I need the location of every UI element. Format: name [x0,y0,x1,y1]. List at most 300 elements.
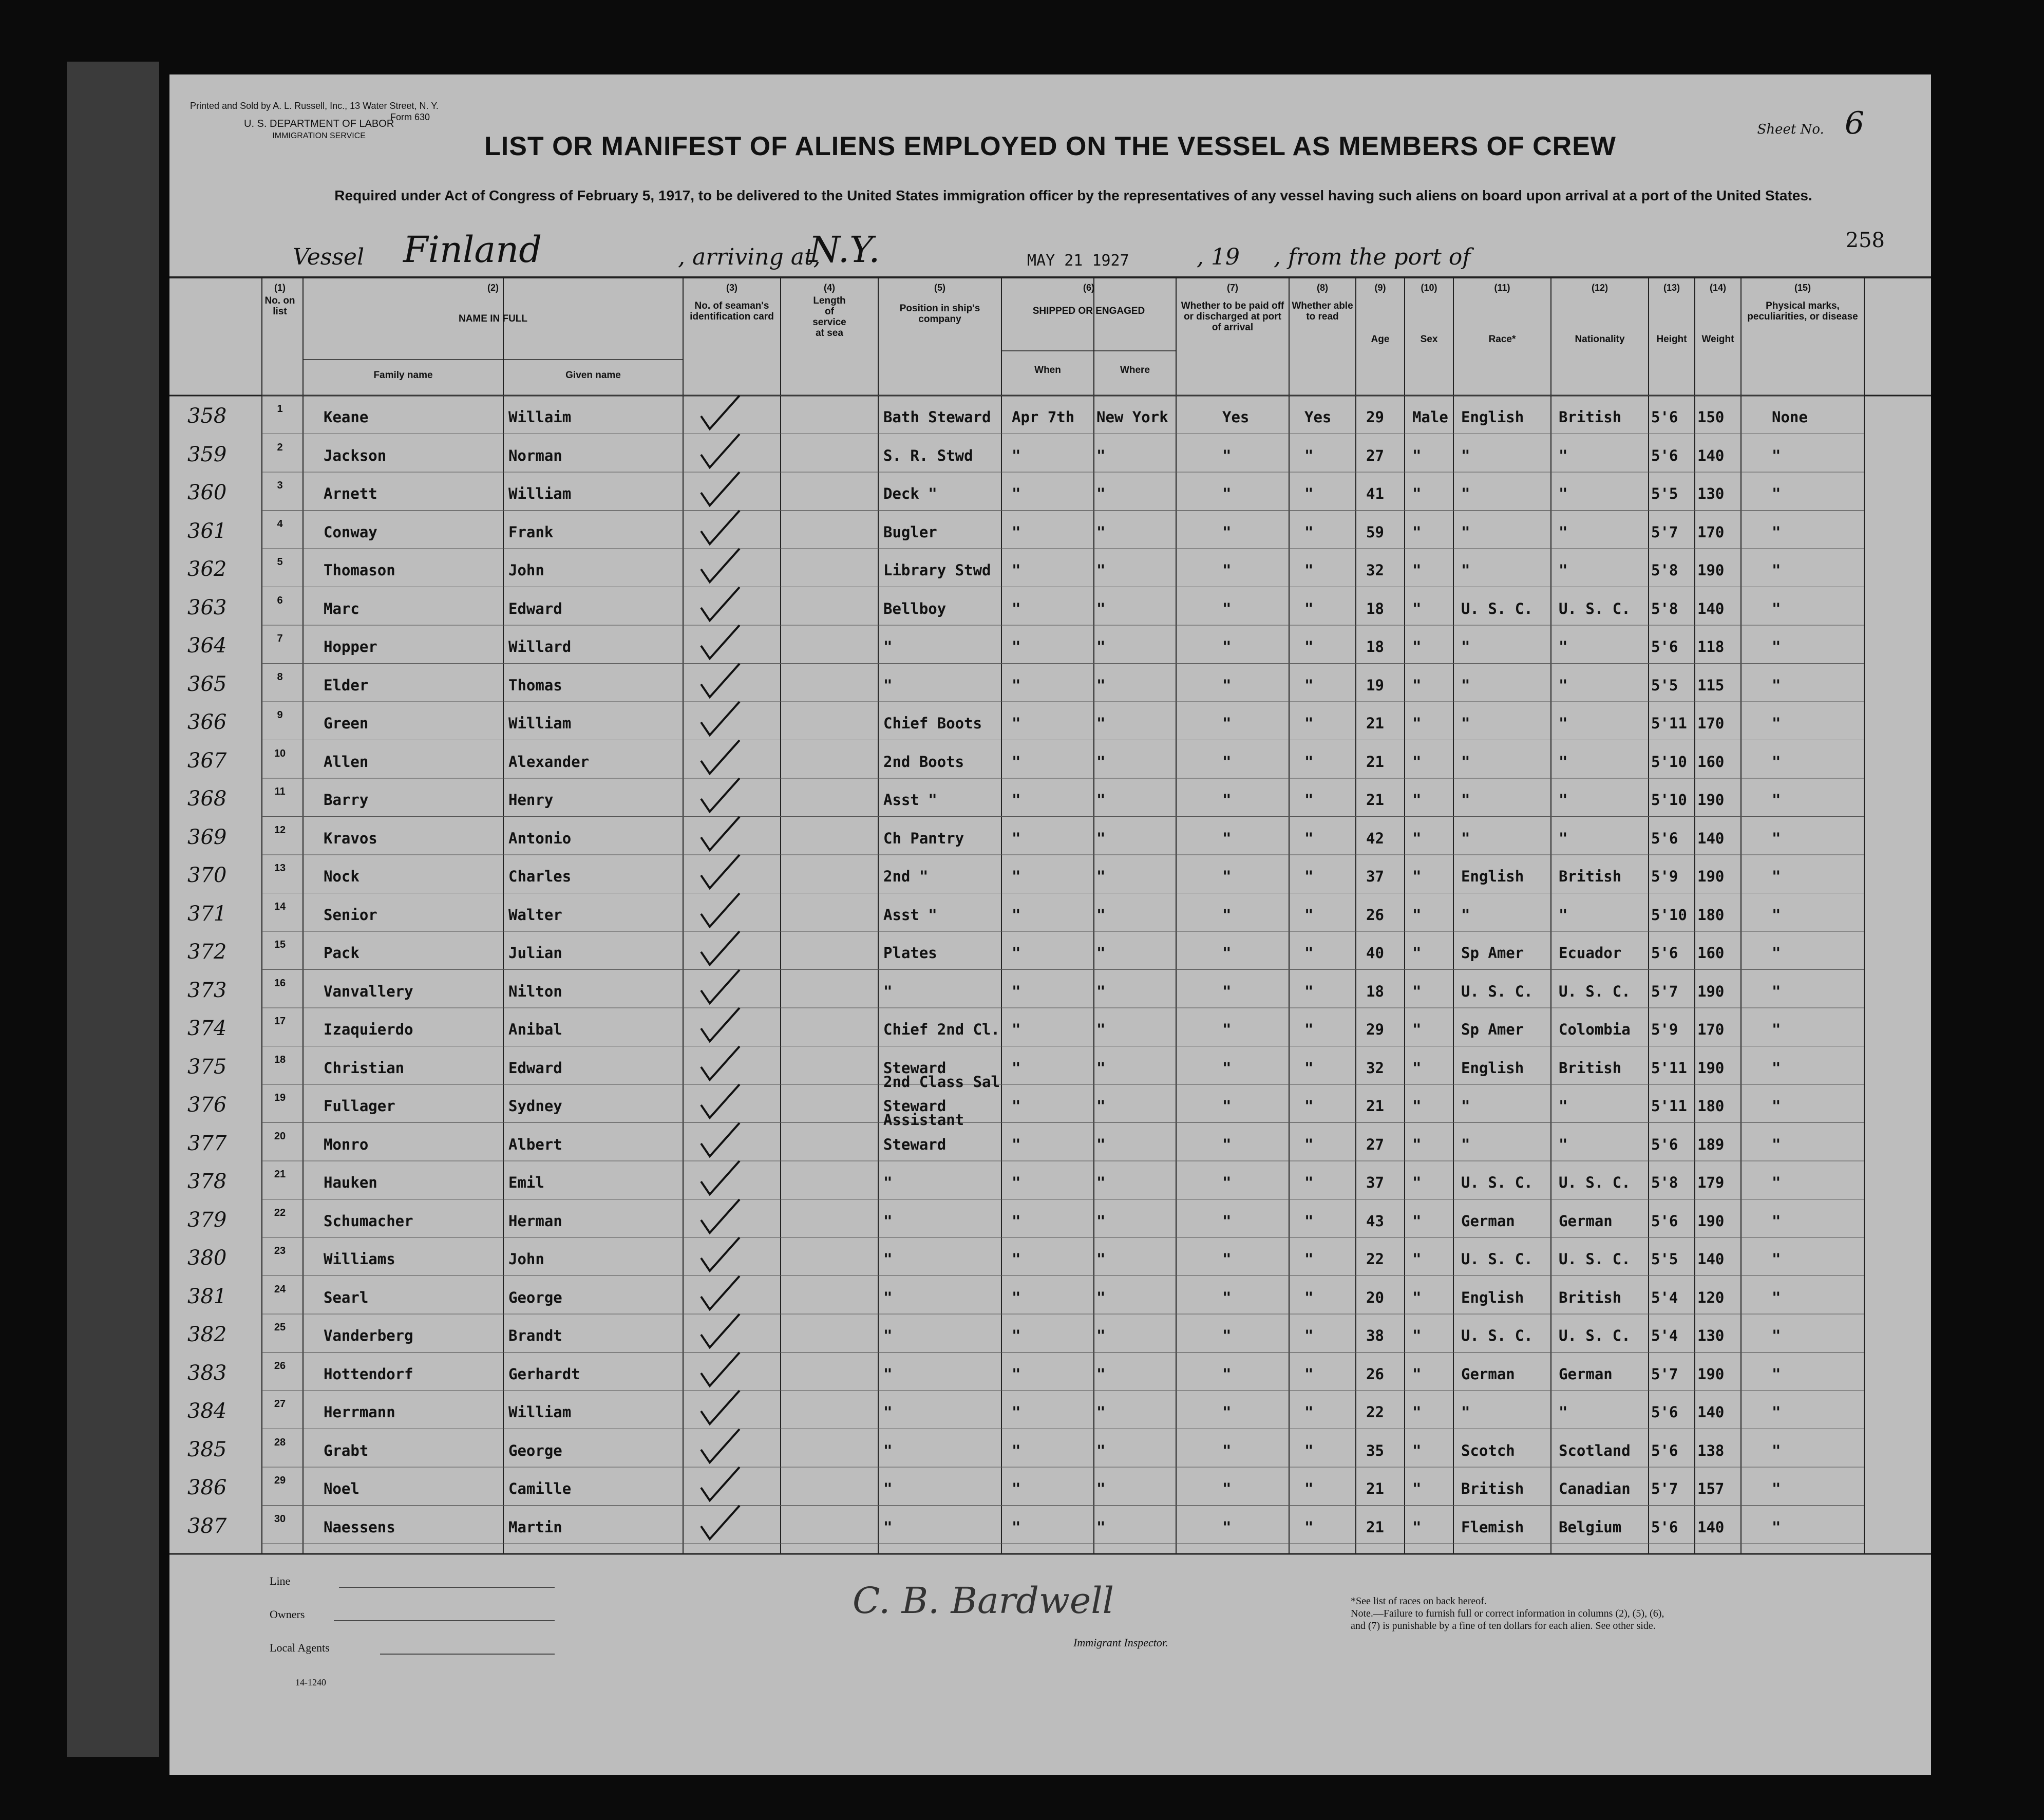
col6-label: SHIPPED OR ENGAGED [1032,306,1145,316]
race-cell: Sp Amer [1461,944,1524,962]
check-mark [698,623,745,664]
col10-num: (10) [1421,283,1437,293]
physical-marks-cell: " [1772,791,1781,809]
family-name-cell: Keane [324,408,369,426]
able-to-read-cell: " [1304,1021,1314,1038]
family-name-cell: Christian [324,1059,405,1077]
col7-num: (7) [1227,283,1238,293]
line-number: 7 [277,633,283,644]
height-cell: 5'9 [1651,868,1678,885]
nationality-cell: Canadian [1559,1480,1631,1497]
physical-marks-cell: " [1772,982,1781,1000]
shipped-where-cell: " [1096,1288,1106,1306]
from-port-label: , from the port of [1274,244,1471,270]
footer-owners-label: Owners [270,1608,305,1621]
line-number: 10 [274,747,286,759]
shipped-when-cell: " [1012,485,1021,502]
nationality-cell: " [1559,1135,1568,1153]
sex-cell: " [1412,1059,1422,1077]
race-cell: " [1461,561,1470,579]
line-number: 4 [277,518,283,530]
age-cell: 18 [1366,638,1384,655]
given-name-cell: Brandt [508,1327,562,1344]
position-cell: 2nd Boots [883,753,964,771]
sex-cell: " [1412,1135,1422,1153]
able-to-read-cell: " [1304,944,1314,962]
sex-cell: " [1412,1021,1422,1038]
weight-cell: 140 [1697,1403,1725,1421]
shipped-when-cell: " [1012,1441,1021,1459]
nationality-cell: Belgium [1559,1518,1622,1536]
footer-notes [1351,1595,1664,1632]
nationality-cell: " [1559,753,1568,771]
line-number: 29 [274,1475,286,1486]
weight-cell: 160 [1697,753,1725,771]
sex-cell: " [1412,1480,1422,1497]
weight-cell: 140 [1697,446,1725,464]
position-cell: " [883,1480,893,1497]
col6-when: When [1034,365,1061,376]
height-cell: 5'6 [1651,1212,1678,1230]
col4-label: Length of service at sea [812,295,846,339]
given-name-cell: Anibal [508,1021,562,1038]
shipped-where-cell: " [1096,523,1106,541]
race-cell: " [1461,676,1470,694]
family-name-cell: Naessens [324,1518,395,1536]
sex-cell: " [1412,446,1422,464]
position-cell: " [883,982,893,1000]
age-cell: 21 [1366,1518,1384,1536]
able-to-read-cell: " [1304,638,1314,655]
race-cell: " [1461,1403,1470,1421]
given-name-cell: Willard [508,638,572,655]
age-cell: 22 [1366,1250,1384,1268]
paid-off-cell: " [1222,791,1232,809]
weight-cell: 140 [1697,599,1725,617]
height-cell: 5'7 [1651,982,1678,1000]
check-mark [698,814,745,855]
line-number: 11 [274,786,286,797]
line-number: 17 [274,1016,286,1027]
given-name-cell: Emil [508,1174,544,1191]
nationality-cell: British [1559,1059,1622,1077]
shipped-when-cell: " [1012,599,1021,617]
paid-off-cell: " [1222,715,1232,732]
able-to-read-cell: " [1304,1212,1314,1230]
shipped-when-cell: " [1012,1250,1021,1268]
race-cell: " [1461,906,1470,924]
given-name-cell: William [508,715,572,732]
paid-off-cell: Yes [1222,408,1250,426]
able-to-read-cell: " [1304,1403,1314,1421]
nationality-cell: Ecuador [1559,944,1622,962]
age-cell: 19 [1366,676,1384,694]
col10-label: Sex [1420,334,1438,345]
shipped-when-cell: " [1012,676,1021,694]
physical-marks-cell: " [1772,715,1781,732]
check-mark [698,738,745,779]
col13-label: Height [1656,334,1687,345]
nationality-cell: British [1559,1288,1622,1306]
shipped-where-cell: " [1096,1135,1106,1153]
family-name-cell: Hottendorf [324,1365,413,1383]
margin-number: 364 [187,634,227,658]
family-name-cell: Grabt [324,1441,369,1459]
family-name-cell: Herrmann [324,1403,395,1421]
margin-number: 387 [187,1514,227,1538]
sex-cell: " [1412,868,1422,885]
age-cell: 41 [1366,485,1384,502]
check-mark [698,1273,745,1315]
sex-cell: " [1412,791,1422,809]
race-cell: Flemish [1461,1518,1524,1536]
race-cell: " [1461,829,1470,847]
margin-number: 369 [187,825,227,849]
family-name-cell: Marc [324,599,359,617]
height-cell: 5'5 [1651,676,1678,694]
nationality-cell: " [1559,446,1568,464]
shipped-when-cell: " [1012,1480,1021,1497]
weight-cell: 130 [1697,485,1725,502]
nationality-cell: " [1559,829,1568,847]
paid-off-cell: " [1222,1480,1232,1497]
margin-number: 366 [187,710,227,734]
col14-label: Weight [1701,334,1734,345]
position-cell: Asst " [883,791,937,809]
given-name-cell: Camille [508,1480,572,1497]
able-to-read-cell: " [1304,1365,1314,1383]
paid-off-cell: " [1222,1059,1232,1077]
margin-number: 376 [187,1093,227,1117]
sex-cell: " [1412,1212,1422,1230]
line-number: 23 [274,1245,286,1256]
able-to-read-cell: " [1304,829,1314,847]
physical-marks-cell: " [1772,485,1781,502]
family-name-cell: Barry [324,791,369,809]
paid-off-cell: " [1222,1441,1232,1459]
shipped-where-cell: " [1096,1174,1106,1191]
margin-number: 379 [187,1208,227,1232]
physical-marks-cell: " [1772,906,1781,924]
line-number: 8 [277,671,283,683]
col5-num: (5) [934,283,945,293]
col2-num: (2) [487,283,499,293]
nationality-cell: " [1559,523,1568,541]
family-name-cell: Green [324,715,369,732]
shipped-when-cell: " [1012,1365,1021,1383]
shipped-when-cell: " [1012,753,1021,771]
paid-off-cell: " [1222,638,1232,655]
margin-number: 367 [187,748,227,773]
age-cell: 40 [1366,944,1384,962]
height-cell: 5'6 [1651,944,1678,962]
given-name-cell: Edward [508,599,562,617]
paid-off-cell: " [1222,1518,1232,1536]
age-cell: 32 [1366,1059,1384,1077]
race-cell: " [1461,791,1470,809]
reference-number: 258 [1845,229,1885,252]
check-mark [698,661,745,702]
col2-family: Family name [373,370,433,381]
weight-cell: 118 [1697,638,1725,655]
height-cell: 5'11 [1651,1097,1687,1115]
position-cell: Library Stwd [883,561,991,579]
shipped-when-cell: " [1012,906,1021,924]
sex-cell: " [1412,1250,1422,1268]
nationality-cell: U. S. C. [1559,1250,1631,1268]
check-mark [698,1427,745,1468]
line-number: 5 [277,556,283,568]
vessel-name: Finland [403,229,542,271]
given-name-cell: Henry [508,791,554,809]
col8-label: Whether able to read [1292,301,1353,322]
given-name-cell: George [508,1441,562,1459]
check-mark [698,776,745,817]
height-cell: 5'6 [1651,829,1678,847]
weight-cell: 190 [1697,982,1725,1000]
height-cell: 5'11 [1651,1059,1687,1077]
line-number: 25 [274,1322,286,1333]
margin-number: 370 [187,864,227,887]
given-name-cell: Frank [508,523,554,541]
age-cell: 27 [1366,446,1384,464]
margin-number: 359 [187,442,227,466]
weight-cell: 189 [1697,1135,1725,1153]
weight-cell: 157 [1697,1480,1725,1497]
able-to-read-cell: " [1304,676,1314,694]
position-cell: " [883,1250,893,1268]
nationality-cell: " [1559,638,1568,655]
able-to-read-cell: Yes [1304,408,1332,426]
line-number: 26 [274,1360,286,1372]
page-subtitle: Required under Act of Congress of February 5, 1917, to be delivered to the United States immigration officer by the representatives of any vessel having such aliens on board upon arrival at a port of the United States. [334,187,1812,203]
age-cell: 37 [1366,1174,1384,1191]
footer-agents-label: Local Agents [270,1641,330,1654]
check-mark [698,1465,745,1506]
able-to-read-cell: " [1304,1059,1314,1077]
family-name-cell: Senior [324,906,377,924]
line-number: 14 [274,900,286,912]
paid-off-cell: " [1222,485,1232,502]
height-cell: 5'7 [1651,1480,1678,1497]
height-cell: 5'8 [1651,561,1678,579]
given-name-cell: Alexander [508,753,590,771]
check-mark [698,699,745,740]
weight-cell: 190 [1697,1212,1725,1230]
col13-num: (13) [1663,283,1680,293]
shipped-where-cell: New York [1096,408,1168,426]
margin-number: 373 [187,978,227,1002]
age-cell: 18 [1366,982,1384,1000]
position-cell: 2nd " [883,868,929,885]
weight-cell: 190 [1697,791,1725,809]
shipped-where-cell: " [1096,1059,1106,1077]
given-name-cell: Albert [508,1135,562,1153]
age-cell: 42 [1366,829,1384,847]
position-cell: Chief Boots [883,715,982,732]
shipped-when-cell: " [1012,561,1021,579]
check-mark [698,393,745,434]
sex-cell: " [1412,561,1422,579]
sex-cell: " [1412,715,1422,732]
paid-off-cell: " [1222,1327,1232,1344]
margin-number: 375 [187,1055,227,1079]
paid-off-cell: " [1222,1212,1232,1230]
footer-line-label: Line [270,1574,291,1587]
vessel-label: Vessel [293,244,365,270]
line-number: 19 [274,1092,286,1103]
given-name-cell: Nilton [508,982,562,1000]
check-mark [698,1350,745,1391]
margin-number: 372 [187,940,227,964]
age-cell: 21 [1366,715,1384,732]
margin-number: 361 [187,519,227,543]
position-cell: Asst " [883,906,937,924]
shipped-where-cell: " [1096,791,1106,809]
family-name-cell: Arnett [324,485,377,502]
position-cell: " [883,1288,893,1306]
height-cell: 5'6 [1651,1441,1678,1459]
line-number: 15 [274,939,286,950]
paid-off-cell: " [1222,1097,1232,1115]
film-frame-edge [67,62,159,1757]
col1-num: (1) [274,283,286,293]
position-cell: Steward [883,1135,947,1153]
race-cell: U. S. C. [1461,982,1533,1000]
able-to-read-cell: " [1304,906,1314,924]
shipped-where-cell: " [1096,485,1106,502]
sex-cell: " [1412,829,1422,847]
family-name-cell: Monro [324,1135,369,1153]
race-cell: English [1461,408,1524,426]
shipped-where-cell: " [1096,868,1106,885]
margin-number: 363 [187,595,227,620]
col1-label: No. on list [264,295,295,317]
family-name-cell: Hauken [324,1174,377,1191]
check-mark [698,1388,745,1429]
check-mark [698,1120,745,1161]
able-to-read-cell: " [1304,1327,1314,1344]
race-cell: " [1461,638,1470,655]
family-name-cell: Pack [324,944,359,962]
given-name-cell: Willaim [508,408,572,426]
nationality-cell: " [1559,1403,1568,1421]
inspector-label: Immigrant Inspector. [1073,1636,1168,1649]
age-cell: 22 [1366,1403,1384,1421]
department-label: U. S. DEPARTMENT OF LABOR IMMIGRATION SERVICE [244,118,394,140]
margin-number: 365 [187,672,227,696]
paid-off-cell: " [1222,1250,1232,1268]
able-to-read-cell: " [1304,1441,1314,1459]
height-cell: 5'10 [1651,791,1687,809]
margin-number: 382 [187,1323,227,1346]
line-number: 1 [277,403,283,415]
shipped-where-cell: " [1096,715,1106,732]
sex-cell: " [1412,676,1422,694]
position-cell: S. R. Stwd [883,446,973,464]
nationality-cell: " [1559,485,1568,502]
shipped-when-cell: " [1012,1212,1021,1230]
race-cell: " [1461,485,1470,502]
race-cell: German [1461,1212,1515,1230]
line-number: 6 [277,594,283,606]
family-name-cell: Searl [324,1288,369,1306]
physical-marks-cell: " [1772,1327,1781,1344]
sex-cell: " [1412,1327,1422,1344]
shipped-when-cell: " [1012,1059,1021,1077]
family-name-cell: Vanderberg [324,1327,413,1344]
col14-num: (14) [1709,283,1726,293]
position-cell: " [883,1441,893,1459]
margin-number: 360 [187,481,227,504]
height-cell: 5'4 [1651,1327,1678,1344]
able-to-read-cell: " [1304,446,1314,464]
given-name-cell: Herman [508,1212,562,1230]
nationality-cell: U. S. C. [1559,1327,1631,1344]
height-cell: 5'6 [1651,1135,1678,1153]
position-continuation-cell: Assistant [883,1111,964,1129]
sex-cell: " [1412,1403,1422,1421]
weight-cell: 160 [1697,944,1725,962]
able-to-read-cell: " [1304,1135,1314,1153]
nationality-cell: British [1559,868,1622,885]
able-to-read-cell: " [1304,1097,1314,1115]
col15-num: (15) [1794,283,1811,293]
col8-num: (8) [1317,283,1328,293]
race-cell: Scotch [1461,1441,1515,1459]
check-mark [698,585,745,626]
race-cell: " [1461,523,1470,541]
nationality-cell: Scotland [1559,1441,1631,1459]
line-number: 2 [277,441,283,453]
weight-cell: 120 [1697,1288,1725,1306]
age-cell: 59 [1366,523,1384,541]
margin-number: 383 [187,1361,227,1385]
able-to-read-cell: " [1304,485,1314,502]
paid-off-cell: " [1222,599,1232,617]
page-title: LIST OR MANIFEST OF ALIENS EMPLOYED ON THE VESSEL AS MEMBERS OF CREW [484,132,1616,161]
shipped-when-cell: " [1012,523,1021,541]
sex-cell: " [1412,1097,1422,1115]
shipped-where-cell: " [1096,1518,1106,1536]
family-name-cell: Noel [324,1480,359,1497]
line-number: 9 [277,709,283,721]
sex-cell: " [1412,1288,1422,1306]
height-cell: 5'10 [1651,906,1687,924]
nationality-cell: " [1559,1097,1568,1115]
sex-cell: Male [1412,408,1448,426]
weight-cell: 190 [1697,868,1725,885]
given-name-cell: George [508,1288,562,1306]
given-name-cell: Norman [508,446,562,464]
family-name-cell: Conway [324,523,377,541]
margin-number: 385 [187,1437,227,1461]
race-cell: U. S. C. [1461,599,1533,617]
given-name-cell: Gerhardt [508,1365,580,1383]
weight-cell: 170 [1697,715,1725,732]
family-name-cell: Allen [324,753,369,771]
race-cell: " [1461,1097,1470,1115]
height-cell: 5'4 [1651,1288,1678,1306]
sex-cell: " [1412,753,1422,771]
position-cell: " [883,1212,893,1230]
sex-cell: " [1412,982,1422,1000]
sex-cell: " [1412,638,1422,655]
paid-off-cell: " [1222,676,1232,694]
paid-off-cell: " [1222,561,1232,579]
sex-cell: " [1412,906,1422,924]
physical-marks-cell: " [1772,1518,1781,1536]
